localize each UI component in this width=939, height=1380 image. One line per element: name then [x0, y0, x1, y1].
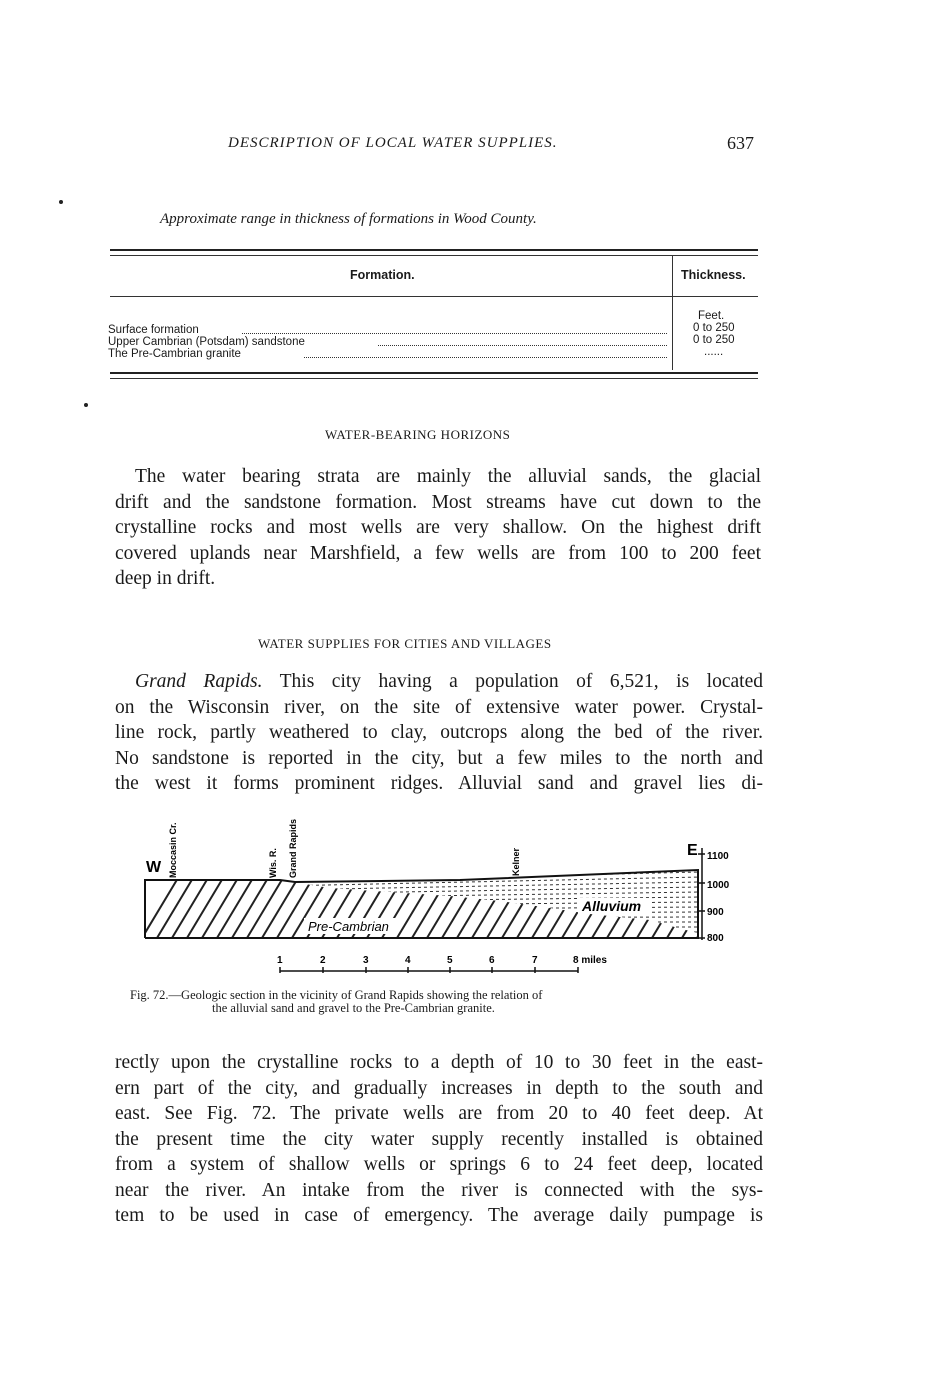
- text-line: crystalline rocks and most wells are very shallow. On the highest drift: [115, 517, 761, 538]
- text-line: the present time the city water supply recently installed is obtained: [115, 1128, 763, 1150]
- table-header-thickness: Thickness.: [681, 268, 746, 282]
- elevation-label-1000: 1000: [707, 880, 730, 891]
- scale-bar: [277, 955, 607, 973]
- dot-leader: [242, 333, 667, 334]
- scale-tick-label: 6: [489, 955, 495, 966]
- elevation-label-800: 800: [707, 933, 724, 944]
- place-label-moccasin-creek: Moccasin Cr.: [168, 822, 178, 878]
- figure-caption: [130, 989, 770, 1015]
- table-bottom-rule: [110, 372, 758, 374]
- dot-leader: [378, 345, 667, 346]
- elevation-axis: [698, 848, 705, 940]
- scale-tick-label: 3: [363, 955, 369, 966]
- text-line: No sandstone is reported in the city, but a few miles to the north and: [115, 747, 763, 769]
- text-line: covered uplands near Marshfield, a few wells are from 100 to 200 feet: [115, 542, 761, 564]
- text-line: [115, 669, 763, 695]
- elevation-label-900: 900: [707, 907, 724, 918]
- running-head: DESCRIPTION OF LOCAL WATER SUPPLIES.: [228, 135, 558, 151]
- text-line: from a system of shallow wells or springs 6 to 24 feet deep, located: [115, 1154, 763, 1175]
- paragraph-grand-rapids: [115, 669, 763, 797]
- table-top-rule: [110, 249, 758, 251]
- alluvium-label: Alluvium: [582, 898, 642, 914]
- text-line: on the Wisconsin river, on the site of extensive water power. Crystal-: [115, 696, 763, 718]
- table-row-formation: Surface formation: [108, 324, 199, 336]
- table-unit-feet: Feet.: [698, 310, 725, 322]
- margin-speck: [59, 200, 63, 204]
- table-top-rule-2: [110, 255, 758, 256]
- table-column-divider: [672, 256, 673, 370]
- table-header-rule: [110, 296, 758, 297]
- text-line: drift and the sandstone formation. Most streams have cut down to the: [115, 491, 761, 513]
- text-line: rectly upon the crystalline rocks to a depth of 10 to 30 feet in the east-: [115, 1052, 763, 1073]
- page-number: 637: [727, 133, 754, 153]
- text-line: tem to be used in case of emergency. The average daily pumpage is: [115, 1205, 763, 1226]
- place-label-kelner: Kelner: [511, 847, 521, 876]
- scale-tick-label: 1: [277, 955, 283, 966]
- section-heading-water-bearing: WATER-BEARING HORIZONS: [325, 427, 511, 442]
- scale-tick-label: 8 miles: [573, 955, 607, 966]
- geologic-section-figure: [130, 808, 770, 983]
- text-line: The water bearing strata are mainly the alluvial sands, the glacial: [135, 466, 761, 487]
- table-row-thickness: 0 to 250: [693, 322, 735, 334]
- table-caption: Approximate range in thickness of formations in Wood County.: [160, 211, 537, 227]
- text-line: deep in drift.: [115, 568, 216, 589]
- table-row-formation: The Pre-Cambrian granite: [108, 348, 241, 360]
- scale-tick-label: 4: [405, 955, 411, 966]
- paragraph-continuation: [115, 1050, 763, 1229]
- direction-east: E: [687, 842, 698, 859]
- scale-tick-label: 7: [532, 955, 538, 966]
- figure-caption-line: the alluvial sand and gravel to the Pre-Cambrian granite.: [212, 1001, 495, 1015]
- precambrian-label: Pre-Cambrian: [308, 919, 389, 934]
- table-row-formation: Upper Cambrian (Potsdam) sandstone: [108, 336, 305, 348]
- text-line: line rock, partly weathered to clay, outcrops along the bed of the river.: [115, 722, 763, 743]
- figure-caption-line: Fig. 72.—Geologic section in the vicinity of Grand Rapids showing the relation of: [130, 988, 543, 1002]
- section-heading-water-supplies: WATER SUPPLIES FOR CITIES AND VILLAGES: [258, 636, 552, 651]
- paragraph-water-bearing: [115, 464, 761, 592]
- text-line: the west it forms prominent ridges. Alluvial sand and gravel lies di-: [115, 773, 763, 794]
- place-label-grand-rapids: Grand Rapids: [288, 818, 298, 878]
- elevation-label-1100: 1100: [707, 851, 729, 862]
- table-row-thickness: ......: [704, 346, 724, 358]
- table-bottom-rule-2: [110, 378, 758, 379]
- scale-tick-label: 5: [447, 955, 453, 966]
- text-fragment: This city having a population of 6,521, is located: [279, 671, 763, 692]
- scale-tick-label: 2: [320, 955, 326, 966]
- text-line: ern part of the city, and gradually increases in depth to the south and: [115, 1077, 763, 1099]
- place-label-wisconsin-river: Wis. R.: [268, 848, 278, 878]
- table-header-formation: Formation.: [350, 268, 415, 282]
- table-row-thickness: 0 to 250: [693, 334, 735, 346]
- margin-speck: [84, 403, 88, 407]
- city-name: Grand Rapids.: [135, 671, 263, 692]
- text-line: near the river. An intake from the river is connected with the sys-: [115, 1179, 763, 1201]
- text-line: east. See Fig. 72. The private wells are from 20 to 40 feet deep. At: [115, 1103, 763, 1124]
- dot-leader: [304, 357, 667, 358]
- direction-west: W: [146, 859, 162, 876]
